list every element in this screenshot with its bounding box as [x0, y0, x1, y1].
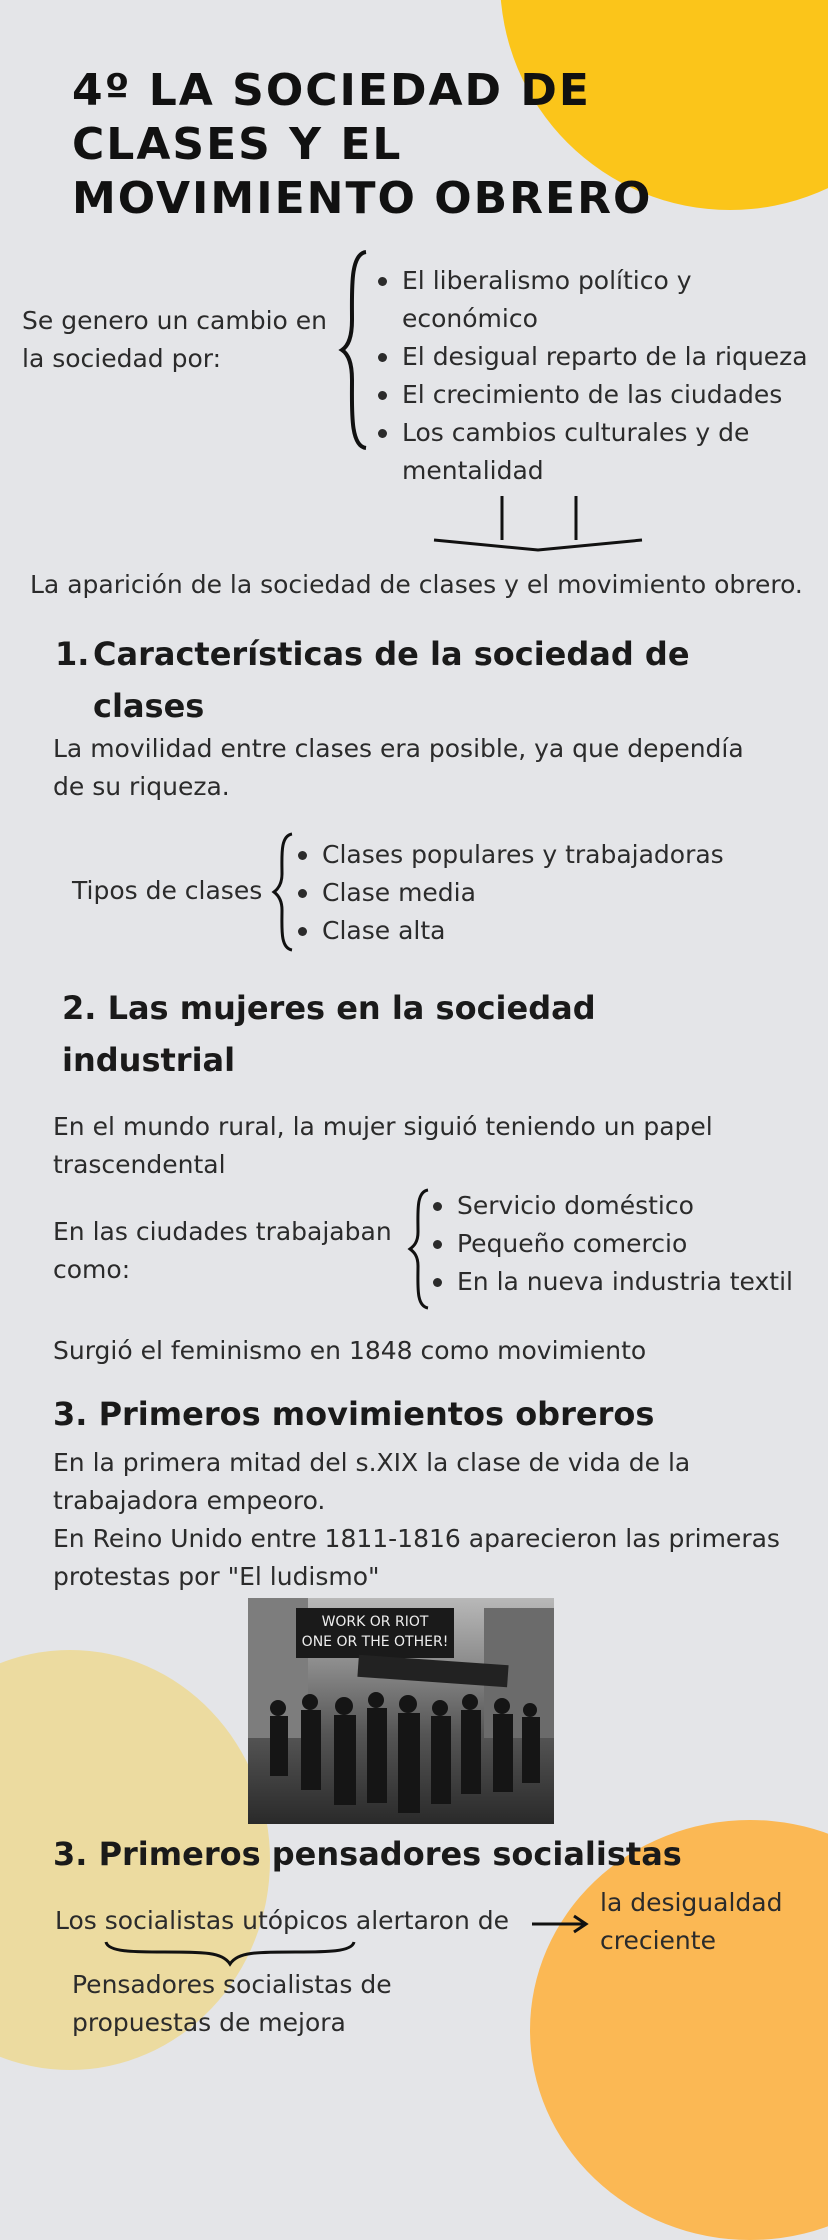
list-item-continuation: económico: [402, 304, 538, 333]
title-line-3: MOVIMIENTO OBRERO: [72, 173, 653, 224]
title-line-2: CLASES Y EL: [72, 119, 403, 170]
utopian-sentence: Los socialistas utópicos alertaron de: [55, 1906, 509, 1935]
protest-banner: WORK OR RIOT ONE OR THE OTHER!: [296, 1608, 454, 1658]
curly-brace-icon: [340, 250, 370, 450]
down-arrow-icon: [432, 492, 644, 552]
socialist-thinkers-note: Pensadores socialistas de propuestas de mejora: [72, 1970, 392, 2037]
orange-blob-bottom-right: [530, 1820, 828, 2240]
feminism-text: Surgió el feminismo en 1848 como movimiento: [53, 1336, 647, 1365]
title-line-1: 4º LA SOCIEDAD DE: [72, 65, 591, 116]
section2-cities-label: En las ciudades trabajaban como:: [53, 1217, 392, 1284]
intro-result: La aparición de la sociedad de clases y el movimiento obrero.: [30, 570, 803, 599]
class-types-label: Tipos de clases: [72, 876, 263, 905]
intro-causes-list: [372, 262, 822, 490]
list-item: En la nueva industria textil: [427, 1263, 827, 1301]
section4-heading: 3. Primeros pensadores socialistas: [53, 1835, 682, 1873]
underbrace-icon: [104, 1940, 356, 1966]
section3-text: En la primera mitad del s.XIX la clase de vida de la trabajadora empeoro. En Reino Unido entre 1811-1816 aparecieron las primeras protestas por "El ludismo": [53, 1448, 780, 1591]
intro-label: Se genero un cambio en la sociedad por:: [22, 306, 327, 373]
section1-text: La movilidad entre clases era posible, ya que dependía de su riqueza.: [53, 734, 744, 801]
list-item: El crecimiento de las ciudades: [372, 376, 822, 414]
list-item: Los cambios culturales y de: [372, 414, 822, 452]
protest-photo: [248, 1598, 554, 1824]
inequality-note: la desigualdad creciente: [600, 1888, 783, 1955]
list-item: Pequeño comercio: [427, 1225, 827, 1263]
page-title: [72, 64, 772, 226]
section1-heading: 1. Características de la sociedad de clases: [55, 635, 690, 725]
section2-heading: 2. Las mujeres en la sociedad industrial: [62, 989, 596, 1079]
right-arrow-icon: [530, 1914, 592, 1934]
women-jobs-list: [427, 1187, 827, 1301]
utopian-socialists-term: socialistas utópicos: [104, 1906, 348, 1935]
section2-rural-text: En el mundo rural, la mujer siguió teniendo un papel trascendental: [53, 1112, 713, 1179]
list-item: Clase alta: [292, 912, 792, 950]
section3-heading: 3. Primeros movimientos obreros: [53, 1395, 655, 1433]
list-item: El liberalismo político y: [372, 262, 822, 300]
curly-brace-icon: [272, 832, 294, 952]
list-item: Clase media: [292, 874, 792, 912]
class-types-list: [292, 836, 792, 950]
list-item-continuation: mentalidad: [402, 456, 544, 485]
list-item: Clases populares y trabajadoras: [292, 836, 792, 874]
list-item: Servicio doméstico: [427, 1187, 827, 1225]
photo-crowd: [248, 1598, 554, 1824]
list-item: El desigual reparto de la riqueza: [372, 338, 822, 376]
